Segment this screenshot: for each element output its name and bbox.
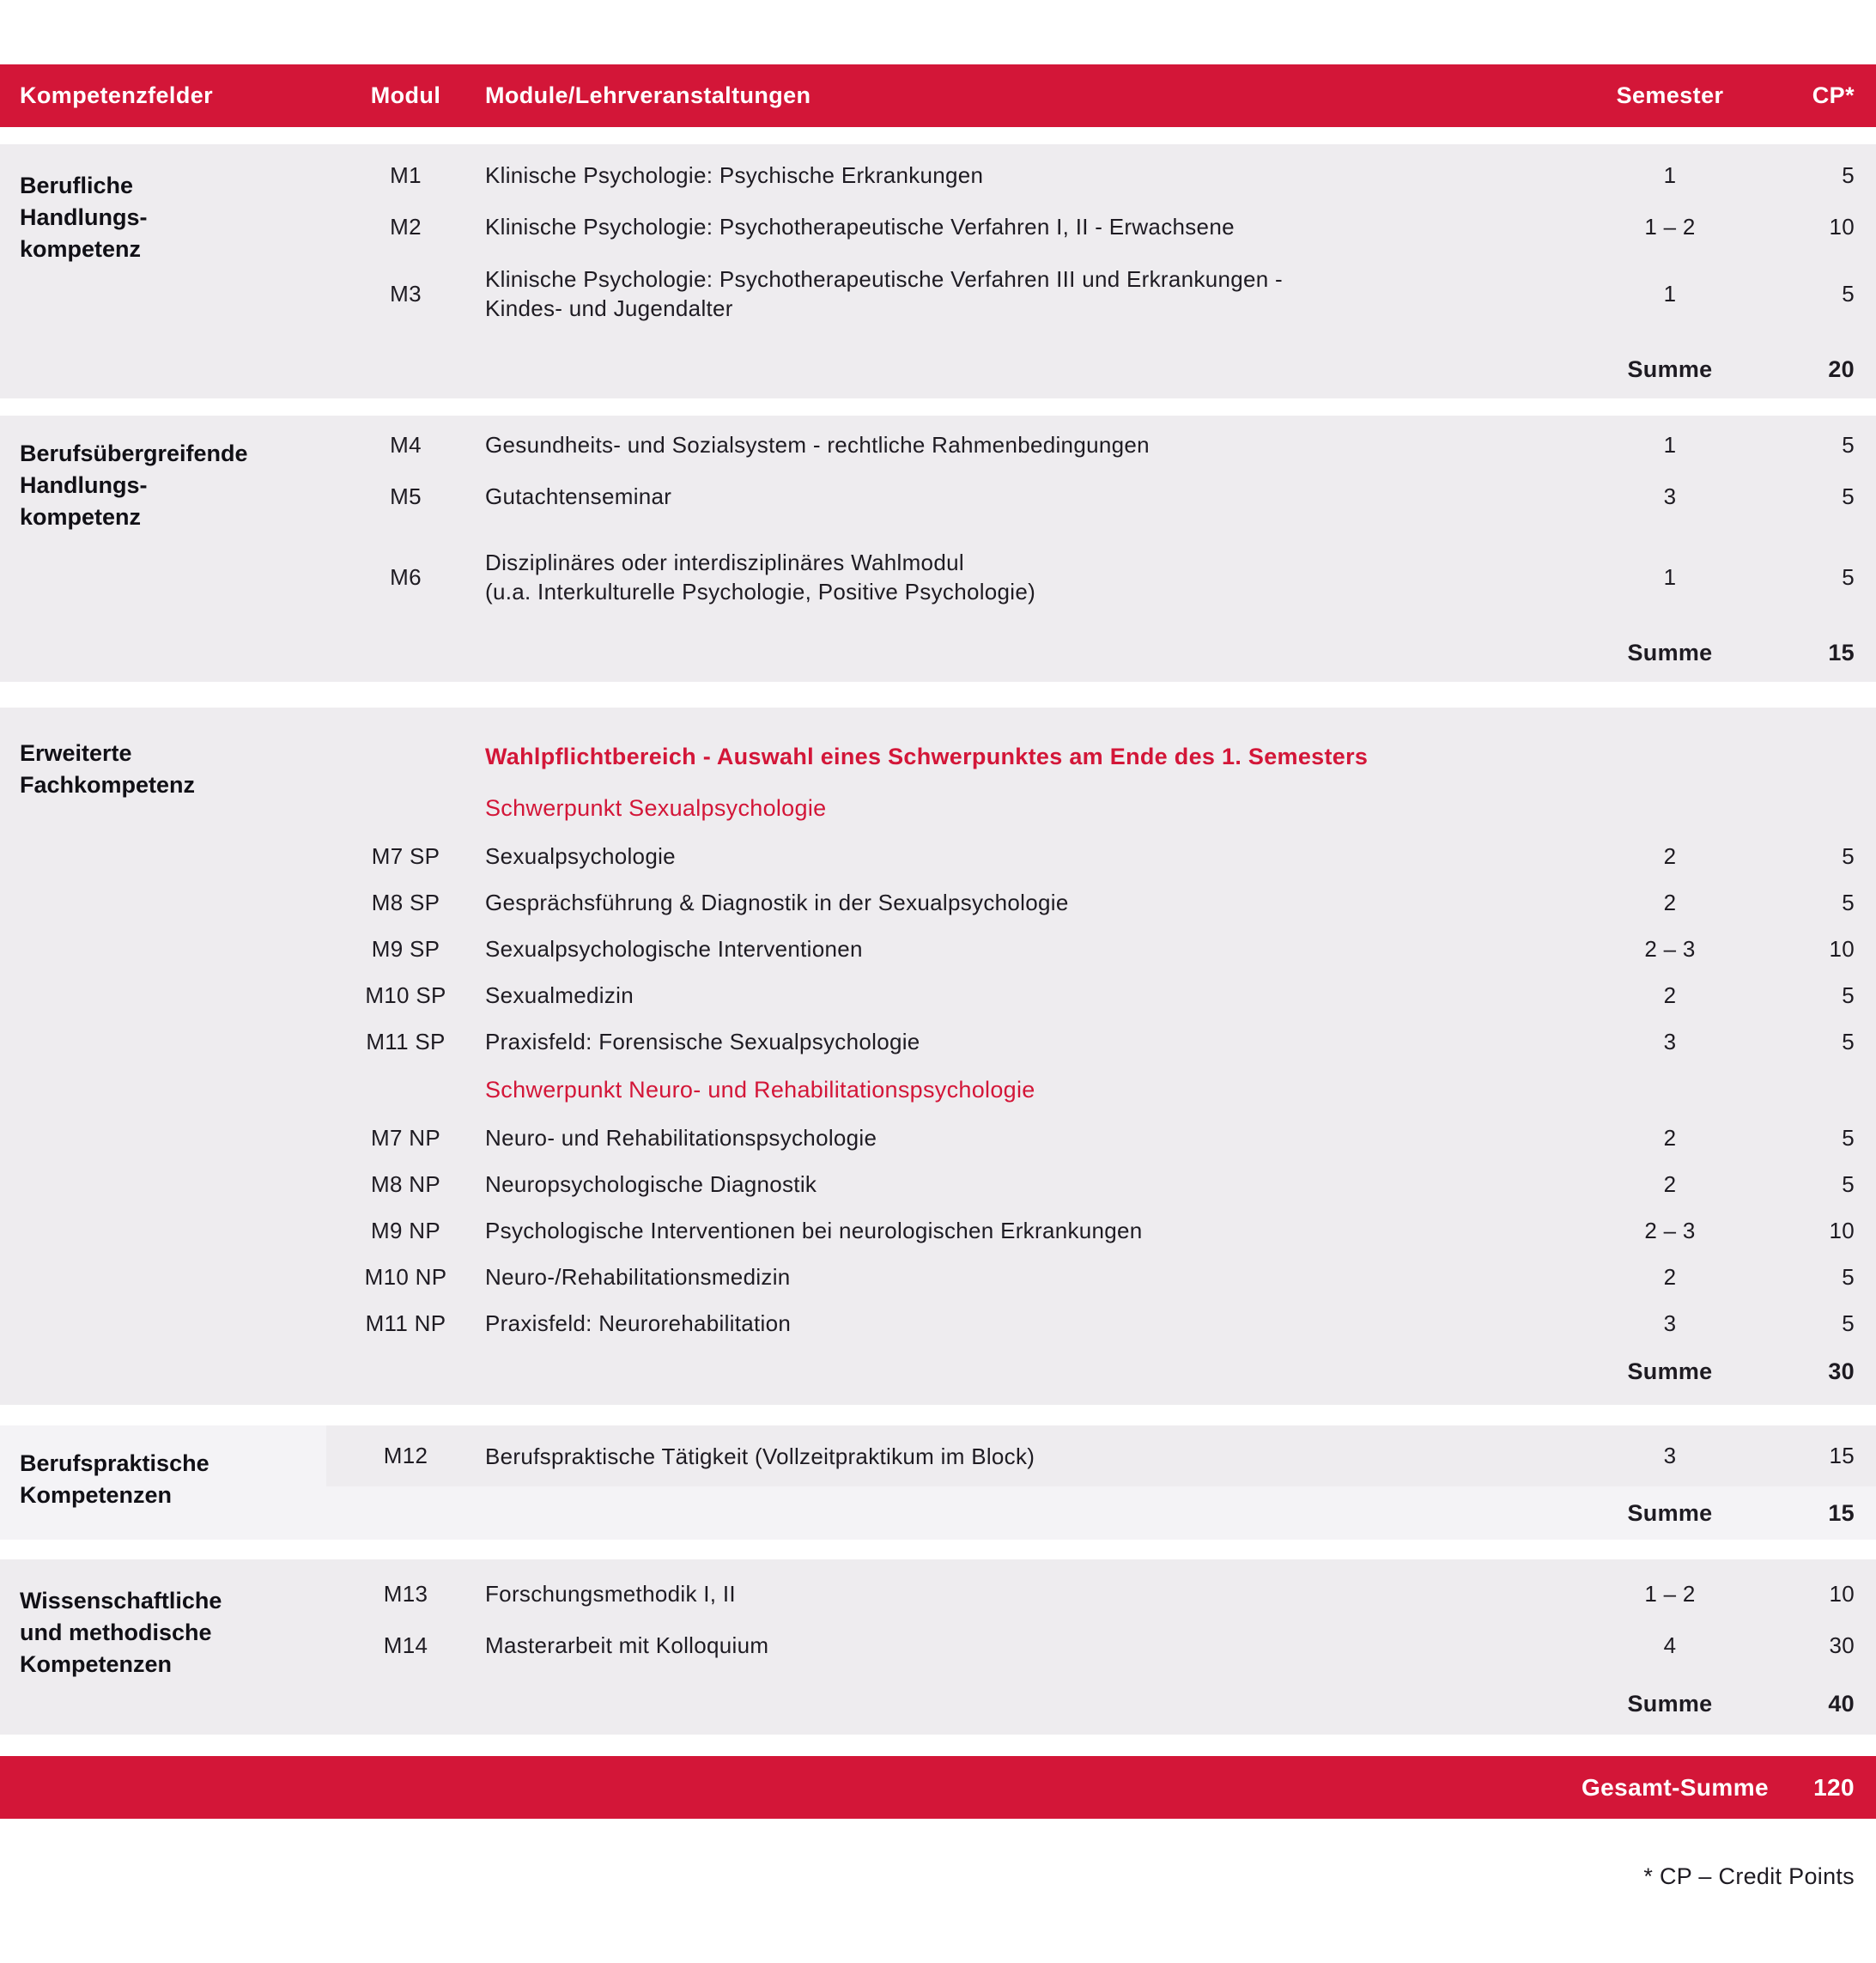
module-title: Gutachtenseminar: [485, 483, 672, 509]
section-rows: [326, 419, 1876, 678]
module-title: Forschungsmethodik I, II: [485, 1581, 736, 1607]
semester-value: 2: [1663, 889, 1677, 915]
module-code: M10 NP: [364, 1263, 447, 1290]
cp-value: 5: [1842, 1028, 1855, 1054]
module-title: Praxisfeld: Forensische Sexualpsychologie: [485, 1029, 920, 1054]
table-header-row: [0, 64, 1876, 127]
module-code: M7 NP: [371, 1124, 440, 1151]
cp-value: 5: [1842, 982, 1855, 1008]
table-row: [326, 1018, 1876, 1065]
sum-label: Summe: [1627, 639, 1713, 665]
semester-value: 2: [1663, 1170, 1677, 1197]
sum-value: 15: [1828, 639, 1855, 665]
semester-value: 1 – 2: [1644, 213, 1696, 240]
module-code: M9 SP: [371, 935, 440, 962]
module-title-line: Kindes- und Jugendalter: [485, 295, 733, 321]
module-code: M11 SP: [366, 1028, 446, 1054]
module-title: Gesundheits- und Sozialsystem - rechtliche Rahmenbedingungen: [485, 432, 1150, 458]
module-title-line: (u.a. Interkulturelle Psychologie, Positive Psychologie): [485, 579, 1036, 605]
table-row: [326, 201, 1876, 252]
section-rows: [326, 1425, 1876, 1540]
section-label-line: Fachkompetenz: [20, 772, 196, 798]
semester-value: 3: [1663, 1028, 1677, 1054]
module-code: M4: [390, 431, 422, 458]
wahlpflicht-header: Wahlpflichtbereich - Auswahl eines Schwerpunktes am Ende des 1. Semesters: [485, 744, 1369, 769]
semester-value: 2: [1663, 1124, 1677, 1151]
sum-label: Summe: [1627, 1358, 1713, 1384]
sum-row: [326, 343, 1876, 395]
section-berufliche-handlungskompetenz: [0, 144, 1876, 398]
cp-value: 5: [1842, 563, 1855, 590]
module-code: M12: [383, 1443, 428, 1468]
table-row: [326, 419, 1876, 471]
semester-value: 3: [1663, 1310, 1677, 1336]
cp-value: 5: [1842, 1170, 1855, 1197]
schwerpunkt-sexualpsychologie-label: Schwerpunkt Sexualpsychologie: [485, 795, 827, 821]
schwerpunkt-subheader-row: [326, 1065, 1876, 1115]
footnote: * CP – Credit Points: [1643, 1863, 1855, 1889]
section-label-line: Wissenschaftliche: [20, 1588, 222, 1614]
sum-label: Summe: [1627, 356, 1713, 382]
module-title: Klinische Psychologie: Psychotherapeutische Verfahren I, II - Erwachsene: [485, 214, 1235, 240]
section-label-line: Kompetenzen: [20, 1482, 173, 1508]
module-code: M11 NP: [365, 1310, 446, 1336]
table-row: [326, 1620, 1876, 1671]
total-value: 120: [1813, 1773, 1855, 1801]
column-header-cp: CP*: [1812, 82, 1855, 108]
cp-value: 5: [1842, 842, 1855, 869]
table-row: [326, 1115, 1876, 1161]
section-label-line: kompetenz: [20, 236, 142, 262]
sum-row: [326, 627, 1876, 678]
sum-label: Summe: [1627, 1499, 1713, 1526]
module-title: Sexualmedizin: [485, 982, 634, 1008]
module-title: Berufspraktische Tätigkeit (Vollzeitpraktikum im Block): [485, 1443, 1035, 1469]
section-label: [0, 149, 326, 395]
section-label-line: Erweiterte: [20, 740, 132, 766]
total-row: [0, 1756, 1876, 1819]
cp-value: 15: [1829, 1443, 1855, 1468]
sum-value: 15: [1828, 1499, 1855, 1526]
section-rows: [326, 1568, 1876, 1729]
section-label-line: Berufspraktische: [20, 1450, 209, 1476]
module-code: M14: [383, 1632, 428, 1658]
curriculum-table: [0, 64, 1876, 1929]
semester-value: 2: [1663, 842, 1677, 869]
cp-value: 10: [1829, 935, 1855, 962]
section-label: [0, 1568, 326, 1729]
sum-row: [326, 1346, 1876, 1396]
sum-value: 30: [1828, 1358, 1855, 1384]
table-row: [326, 833, 1876, 879]
table-row: [326, 1425, 1876, 1486]
schwerpunkt-subheader-row: [326, 783, 1876, 833]
cp-value: 5: [1842, 1263, 1855, 1290]
cp-value: 10: [1829, 1217, 1855, 1243]
section-label-line: Handlungs-: [20, 204, 148, 230]
sum-value: 40: [1828, 1690, 1855, 1717]
module-code: M7 SP: [371, 842, 440, 869]
table-row: [326, 879, 1876, 926]
module-title: Gesprächsführung & Diagnostik in der Sexualpsychologie: [485, 890, 1069, 915]
cp-value: 10: [1829, 213, 1855, 240]
module-code: M9 NP: [371, 1217, 440, 1243]
table-row: [326, 1300, 1876, 1346]
semester-value: 3: [1663, 483, 1677, 509]
section-label: [0, 730, 326, 1396]
module-title-line: Disziplinäres oder interdisziplinäres Wahlmodul: [485, 550, 964, 575]
semester-value: 1 – 2: [1644, 1580, 1696, 1607]
column-header-kompetenzfelder: Kompetenzfelder: [20, 82, 214, 108]
module-title: Psychologische Interventionen bei neurologischen Erkrankungen: [485, 1218, 1143, 1243]
section-berufsuebergreifende-handlungskompetenz: [0, 416, 1876, 682]
cp-value: 5: [1842, 1310, 1855, 1336]
sum-row: [326, 1486, 1876, 1540]
module-code: M2: [390, 213, 422, 240]
section-label-line: Handlungs-: [20, 472, 148, 498]
semester-value: 1: [1663, 161, 1677, 188]
section-berufspraktische-kompetenzen: [0, 1425, 1876, 1540]
semester-value: 4: [1663, 1632, 1677, 1658]
table-row: [326, 972, 1876, 1018]
section-rows: [326, 730, 1876, 1396]
cp-value: 5: [1842, 161, 1855, 188]
schwerpunkt-neuropsychologie-label: Schwerpunkt Neuro- und Rehabilitationspsychologie: [485, 1077, 1035, 1103]
module-title: [485, 548, 1571, 606]
module-code: M6: [390, 563, 422, 590]
column-header-modul: Modul: [370, 82, 441, 108]
module-code: M1: [390, 161, 422, 188]
table-row: [326, 1568, 1876, 1620]
module-title: Masterarbeit mit Kolloquium: [485, 1632, 769, 1658]
module-title: Neuro- und Rehabilitationspsychologie: [485, 1125, 877, 1151]
semester-value: 2: [1663, 1263, 1677, 1290]
semester-value: 2 – 3: [1644, 1217, 1696, 1243]
semester-value: 1: [1663, 563, 1677, 590]
module-title: Sexualpsychologische Interventionen: [485, 936, 863, 962]
column-header-module-lehrveranstaltungen: Module/Lehrveranstaltungen: [485, 82, 811, 108]
semester-value: 3: [1663, 1443, 1677, 1468]
wahlpflicht-header-row: [326, 730, 1876, 783]
table-row: [326, 1207, 1876, 1254]
cp-value: 30: [1829, 1632, 1855, 1658]
table-row: [326, 471, 1876, 522]
table-row: [326, 926, 1876, 972]
cp-value: 5: [1842, 889, 1855, 915]
cp-value: 5: [1842, 483, 1855, 509]
module-code: M13: [383, 1580, 428, 1607]
section-label-line: Berufsübergreifende: [20, 441, 248, 466]
module-code: M8 NP: [371, 1170, 440, 1197]
section-label: [0, 419, 326, 678]
module-code: M3: [390, 280, 422, 307]
section-label: [0, 1425, 326, 1540]
section-erweiterte-fachkompetenz: [0, 708, 1876, 1405]
cp-value: 5: [1842, 431, 1855, 458]
section-label-line: und methodische: [20, 1620, 212, 1645]
semester-value: 1: [1663, 280, 1677, 307]
cp-value: 5: [1842, 280, 1855, 307]
module-title: Praxisfeld: Neurorehabilitation: [485, 1310, 792, 1336]
table-row: [326, 536, 1876, 618]
table-row: [326, 252, 1876, 335]
cp-value: 5: [1842, 1124, 1855, 1151]
table-row: [326, 149, 1876, 201]
table-row: [326, 1161, 1876, 1207]
sum-label: Summe: [1627, 1690, 1713, 1717]
total-label: Gesamt-Summe: [1582, 1773, 1769, 1801]
module-code: M5: [390, 483, 422, 509]
table-row: [326, 1254, 1876, 1300]
module-title: Neuro-/Rehabilitationsmedizin: [485, 1264, 791, 1290]
semester-value: 2 – 3: [1644, 935, 1696, 962]
column-header-semester: Semester: [1616, 82, 1724, 108]
section-label-line: Berufliche: [20, 173, 134, 198]
module-title: Neuropsychologische Diagnostik: [485, 1171, 817, 1197]
sum-value: 20: [1828, 356, 1855, 382]
module-title: Sexualpsychologie: [485, 843, 676, 869]
section-wissenschaftliche-methodische-kompetenzen: [0, 1559, 1876, 1735]
section-rows: [326, 149, 1876, 395]
sum-row: [326, 1678, 1876, 1729]
module-code: M8 SP: [371, 889, 440, 915]
cp-value: 10: [1829, 1580, 1855, 1607]
module-title: Klinische Psychologie: Psychische Erkrankungen: [485, 162, 984, 188]
semester-value: 2: [1663, 982, 1677, 1008]
semester-value: 1: [1663, 431, 1677, 458]
section-label-line: kompetenz: [20, 504, 142, 530]
section-label-line: Kompetenzen: [20, 1651, 173, 1677]
module-title-line: Klinische Psychologie: Psychotherapeutische Verfahren III und Erkrankungen -: [485, 266, 1283, 292]
module-code: M10 SP: [365, 982, 446, 1008]
module-title: [485, 264, 1571, 323]
